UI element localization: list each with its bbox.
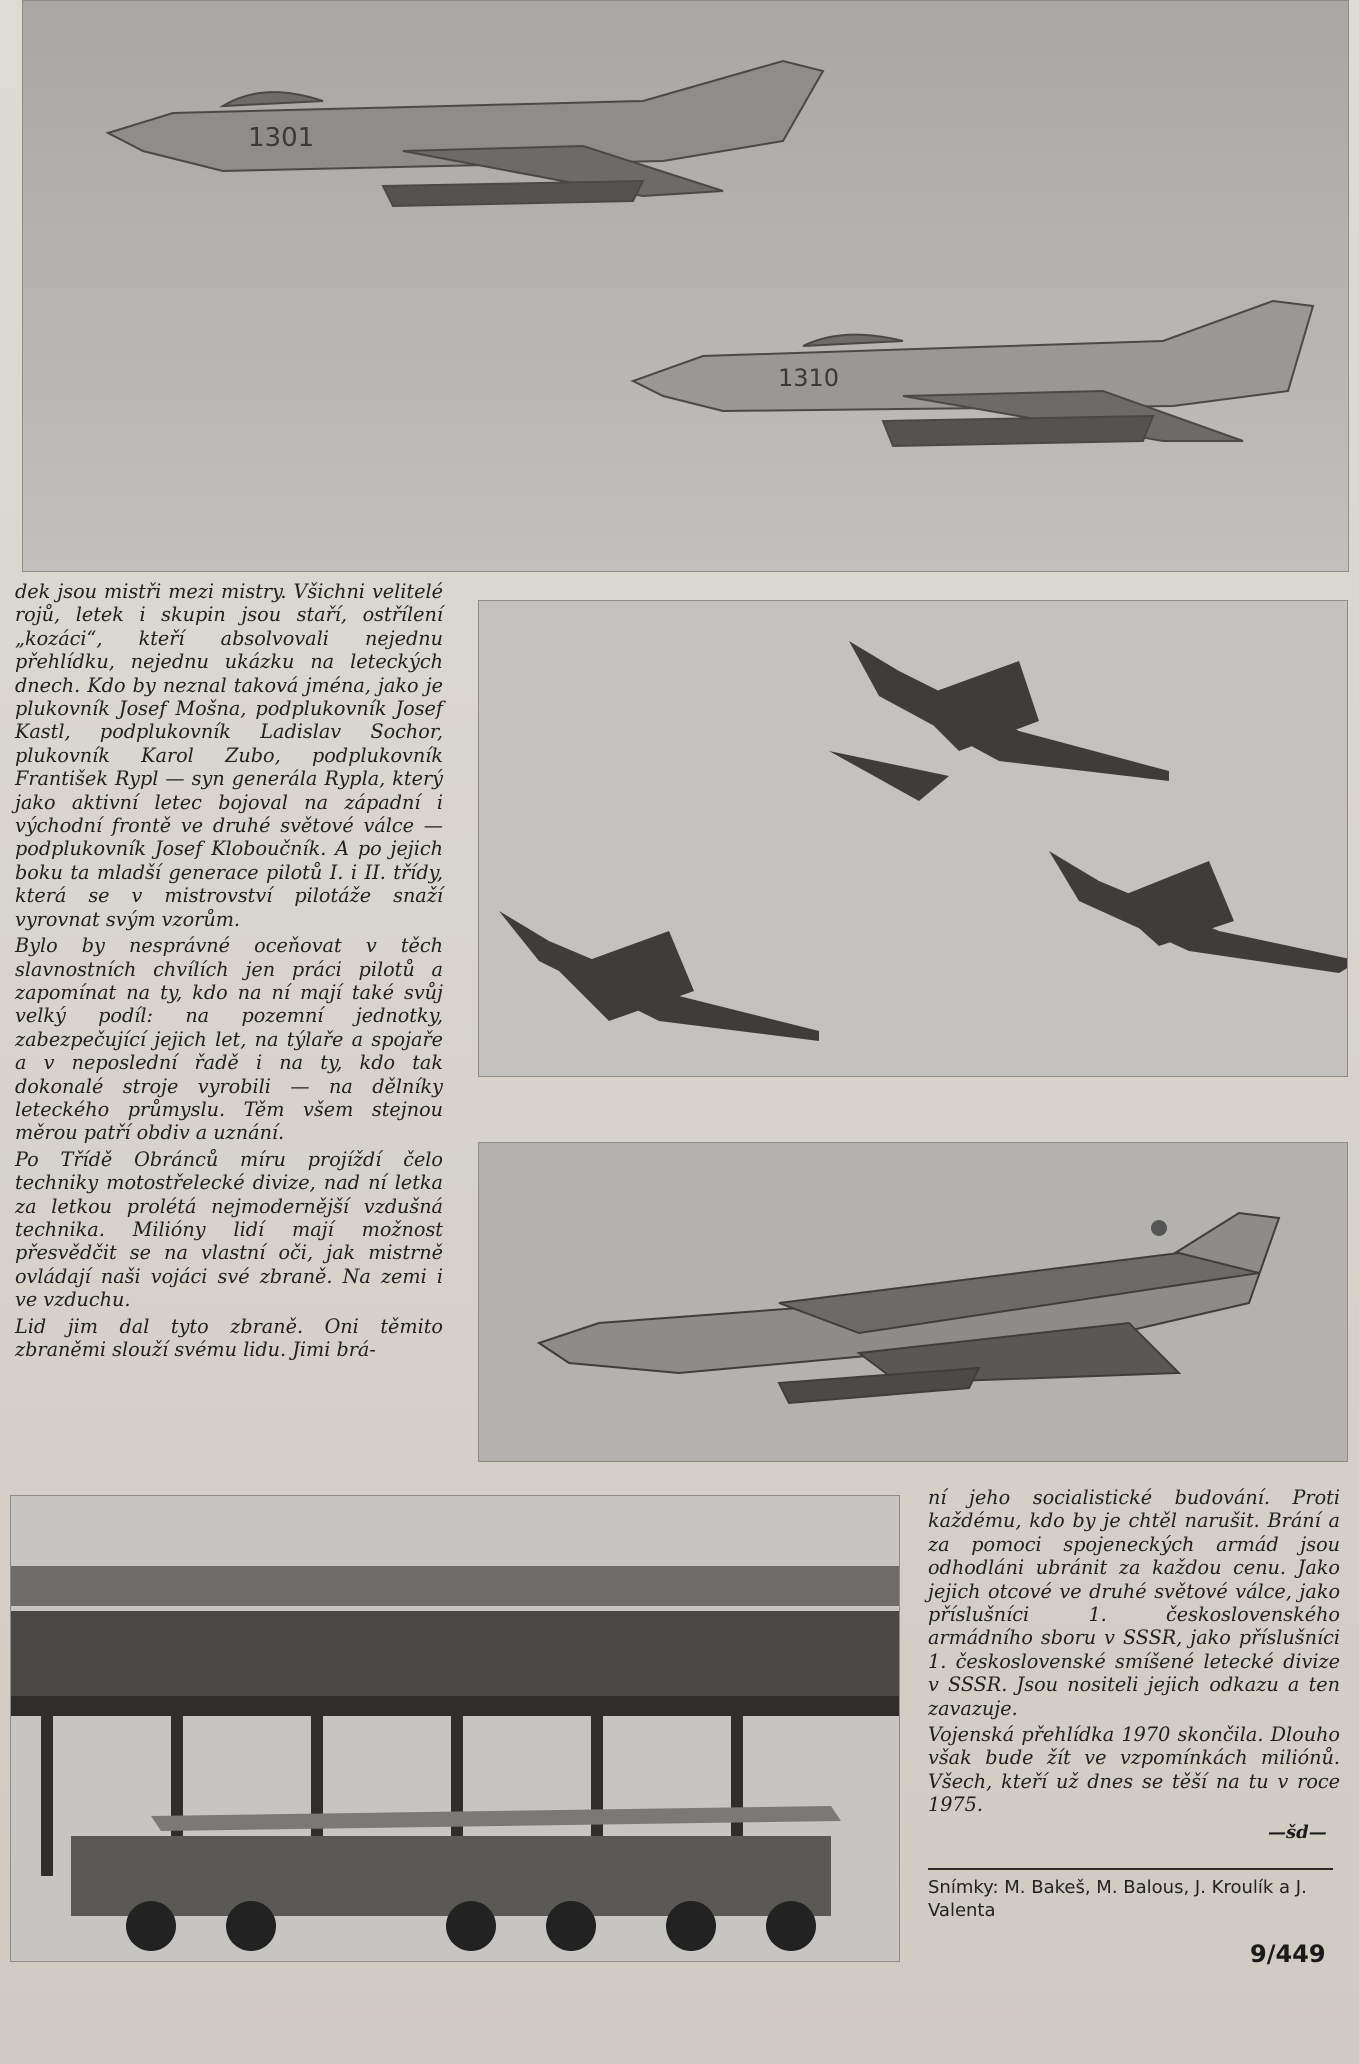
right-text-column <box>928 1486 1340 1820</box>
page-number: 9/449 <box>1250 1940 1326 1968</box>
author-signature: —šd— <box>1268 1822 1327 1843</box>
paragraph-3: Po Třídě Obránců míru projíždí čelo techniky motostřelecké divize, nad ní letka za letkou prolétá nejmodernější vzdušná technika. Milióny lidí mají možnost přesvědčit se na vlastní oči, jak mistrně ovládají naši vojáci své zbraně. Na zemi i ve vzduchu. <box>15 1147 443 1312</box>
photo-credits: Snímky: M. Bakeš, M. Balous, J. Kroulík a J. Valenta <box>928 1877 1307 1921</box>
tail-number-2: 1310 <box>778 364 840 392</box>
paragraph-2: Bylo by nesprávné oceňovat v těch slavnostních chvílích jen práci pilotů a zapomínat na ty, kdo na ní mají také svůj velký podíl: na pozemní jednotky, zabezpečující jejich let, na týlaře a spojaře a v neposlední řadě i na ty, kdo tak dokonalé stroje vyrobili — na dělníky leteckého průmyslu. Těm všem stejnou měrou patří obdiv a uznání. <box>15 934 443 1145</box>
paragraph-1: dek jsou mistři mezi mistry. Všichni velitelé rojů, letek i skupin jsou staří, ostřílení „kozáci“, kteří absolvovali nejednu přehlídku, nejednu ukázku na leteckých dnech. Kdo by neznal taková jména, jako je plukovník Josef Mošna, podplukovník Josef Kastl, podplukovník Ladislav Sochor, plukovník Karol Zubo, podplukovník František Rypl — syn generála Rypla, který jako aktivní letec bojoval na západní i východní frontě ve druhé světové válce — podplukovník Josef Kloboučník. A po jejich boku ta mladší generace pilotů I. i II. třídy, která se v mistrovství pilotáže snaží vyrovnat svým vzorům. <box>15 580 443 931</box>
paragraph-6: Vojenská přehlídka 1970 skončila. Dlouho však bude žít ve vzpomínkách miliónů. Všech, kteří už dnes se těší na tu v roce 1975. <box>928 1723 1340 1817</box>
bomber-photo <box>478 1142 1348 1462</box>
parade-missile-photo <box>10 1495 900 1962</box>
bomber-illustration <box>479 1143 1347 1461</box>
two-jets-illustration <box>23 1 1348 571</box>
paragraph-5: ní jeho socialistické budování. Proti každému, kdo by je chtěl narušit. Brání a za pomoci spojeneckých armád jsou odhodláni ubránit za každou cenu. Jako jejich otcové ve druhé světové válce, jako příslušníci 1. československého armádního sboru v SSSR, jako příslušníci 1. československé smíšené letecké divize v SSSR. Jsou nositeli jejich odkazu a ten zavazuje. <box>928 1486 1340 1720</box>
tail-number-1: 1301 <box>248 123 315 153</box>
parade-illustration <box>11 1496 899 1961</box>
credits-divider <box>928 1868 1333 1870</box>
left-text-column <box>15 580 443 1364</box>
three-jets-photo <box>478 600 1348 1077</box>
three-jets-illustration <box>479 601 1347 1076</box>
paragraph-4: Lid jim dal tyto zbraně. Oni těmito zbraněmi slouží svému lidu. Jimi brá- <box>15 1314 443 1361</box>
two-jets-photo <box>22 0 1349 572</box>
